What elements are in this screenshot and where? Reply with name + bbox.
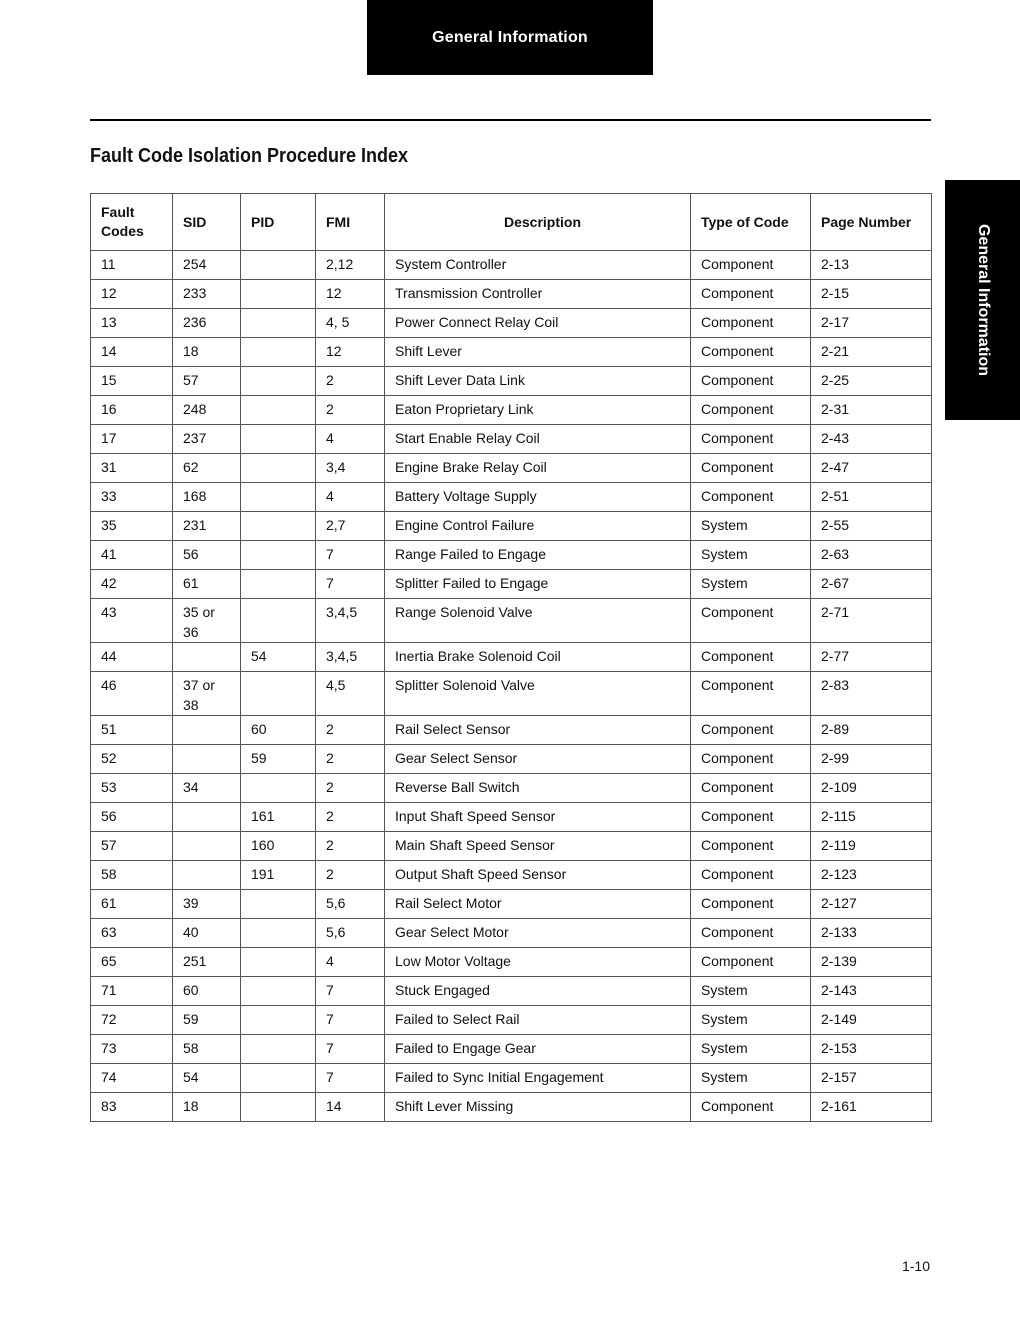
cell-page-number: 2-149: [811, 1006, 932, 1035]
cell-page-number: 2-157: [811, 1064, 932, 1093]
cell-fmi: 12: [316, 338, 385, 367]
cell-fmi: 2: [316, 367, 385, 396]
cell-type-of-code: Component: [691, 309, 811, 338]
cell-page-number: 2-115: [811, 803, 932, 832]
cell-type-of-code: Component: [691, 396, 811, 425]
cell-type-of-code: Component: [691, 454, 811, 483]
cell-type-of-code: Component: [691, 1093, 811, 1122]
cell-fmi: 4: [316, 948, 385, 977]
cell-fault-code: 72: [91, 1006, 173, 1035]
table-row: [91, 367, 932, 396]
cell-fmi: 5,6: [316, 919, 385, 948]
cell-description: Engine Brake Relay Coil: [385, 454, 691, 483]
cell-sid: 57: [173, 367, 241, 396]
fault-code-table: [90, 193, 932, 1122]
cell-fault-code: 43: [91, 599, 173, 643]
cell-sid: 61: [173, 570, 241, 599]
cell-fault-code: 65: [91, 948, 173, 977]
cell-pid: 160: [241, 832, 316, 861]
cell-fmi: 3,4: [316, 454, 385, 483]
cell-sid: [173, 716, 241, 745]
cell-type-of-code: System: [691, 570, 811, 599]
cell-page-number: 2-77: [811, 643, 932, 672]
cell-description: Stuck Engaged: [385, 977, 691, 1006]
cell-pid: [241, 919, 316, 948]
cell-fmi: 7: [316, 1006, 385, 1035]
cell-sid: 35 or 36: [173, 599, 241, 643]
cell-fmi: 14: [316, 1093, 385, 1122]
header-pid: PID: [241, 194, 316, 251]
cell-sid: 62: [173, 454, 241, 483]
cell-sid: [173, 643, 241, 672]
cell-sid: 40: [173, 919, 241, 948]
cell-description: Splitter Failed to Engage: [385, 570, 691, 599]
cell-type-of-code: Component: [691, 643, 811, 672]
cell-sid: 58: [173, 1035, 241, 1064]
cell-sid: 236: [173, 309, 241, 338]
cell-fault-code: 31: [91, 454, 173, 483]
cell-description: Gear Select Motor: [385, 919, 691, 948]
cell-fmi: 2: [316, 861, 385, 890]
cell-type-of-code: Component: [691, 745, 811, 774]
cell-pid: [241, 454, 316, 483]
cell-type-of-code: Component: [691, 890, 811, 919]
cell-pid: [241, 890, 316, 919]
table-row: [91, 454, 932, 483]
cell-fault-code: 44: [91, 643, 173, 672]
cell-description: Power Connect Relay Coil: [385, 309, 691, 338]
cell-sid: 248: [173, 396, 241, 425]
cell-page-number: 2-119: [811, 832, 932, 861]
table-row: [91, 803, 932, 832]
table-row: [91, 1035, 932, 1064]
cell-fault-code: 61: [91, 890, 173, 919]
header-type-of-code: Type of Code: [691, 194, 811, 251]
cell-page-number: 2-109: [811, 774, 932, 803]
cell-fault-code: 52: [91, 745, 173, 774]
cell-fault-code: 33: [91, 483, 173, 512]
cell-type-of-code: Component: [691, 251, 811, 280]
cell-description: Battery Voltage Supply: [385, 483, 691, 512]
cell-fault-code: 12: [91, 280, 173, 309]
cell-page-number: 2-55: [811, 512, 932, 541]
cell-description: Main Shaft Speed Sensor: [385, 832, 691, 861]
cell-page-number: 2-123: [811, 861, 932, 890]
cell-fault-code: 57: [91, 832, 173, 861]
cell-description: Splitter Solenoid Valve: [385, 672, 691, 716]
cell-page-number: 2-127: [811, 890, 932, 919]
cell-type-of-code: Component: [691, 425, 811, 454]
table-row: [91, 570, 932, 599]
cell-description: Failed to Select Rail: [385, 1006, 691, 1035]
cell-pid: [241, 512, 316, 541]
table-row: [91, 1064, 932, 1093]
cell-type-of-code: System: [691, 977, 811, 1006]
cell-fault-code: 35: [91, 512, 173, 541]
cell-pid: 161: [241, 803, 316, 832]
cell-type-of-code: Component: [691, 280, 811, 309]
cell-fmi: 7: [316, 570, 385, 599]
header-fault-codes: Fault Codes: [91, 194, 173, 251]
cell-fault-code: 42: [91, 570, 173, 599]
header-sid: SID: [173, 194, 241, 251]
cell-page-number: 2-99: [811, 745, 932, 774]
cell-fmi: 4: [316, 425, 385, 454]
header-fmi: FMI: [316, 194, 385, 251]
table-row: [91, 309, 932, 338]
cell-page-number: 2-161: [811, 1093, 932, 1122]
cell-page-number: 2-143: [811, 977, 932, 1006]
cell-page-number: 2-31: [811, 396, 932, 425]
header-tab: [367, 0, 653, 75]
table-body: [91, 251, 932, 1122]
table-row: [91, 251, 932, 280]
cell-page-number: 2-51: [811, 483, 932, 512]
cell-page-number: 2-153: [811, 1035, 932, 1064]
cell-fmi: 7: [316, 1035, 385, 1064]
cell-type-of-code: System: [691, 541, 811, 570]
cell-description: Engine Control Failure: [385, 512, 691, 541]
header-description: Description: [385, 194, 691, 251]
cell-sid: [173, 861, 241, 890]
cell-description: Failed to Engage Gear: [385, 1035, 691, 1064]
cell-fmi: 2,12: [316, 251, 385, 280]
cell-fault-code: 58: [91, 861, 173, 890]
cell-type-of-code: Component: [691, 483, 811, 512]
cell-pid: [241, 672, 316, 716]
cell-sid: 59: [173, 1006, 241, 1035]
table-header-row: [91, 194, 932, 251]
cell-fault-code: 73: [91, 1035, 173, 1064]
table-row: [91, 832, 932, 861]
table-row: [91, 745, 932, 774]
table-row: [91, 919, 932, 948]
cell-pid: 59: [241, 745, 316, 774]
cell-type-of-code: Component: [691, 599, 811, 643]
cell-sid: 34: [173, 774, 241, 803]
page-title: Fault Code Isolation Procedure Index: [90, 145, 409, 167]
cell-fmi: 3,4,5: [316, 643, 385, 672]
cell-page-number: 2-71: [811, 599, 932, 643]
cell-page-number: 2-89: [811, 716, 932, 745]
cell-fmi: 2: [316, 803, 385, 832]
cell-fault-code: 41: [91, 541, 173, 570]
table-row: [91, 425, 932, 454]
cell-type-of-code: Component: [691, 338, 811, 367]
cell-type-of-code: Component: [691, 716, 811, 745]
cell-description: Eaton Proprietary Link: [385, 396, 691, 425]
cell-sid: [173, 803, 241, 832]
table-row: [91, 716, 932, 745]
side-tab-label: General Information: [974, 223, 992, 377]
table-row: [91, 483, 932, 512]
cell-fault-code: 63: [91, 919, 173, 948]
cell-fmi: 5,6: [316, 890, 385, 919]
cell-description: Shift Lever: [385, 338, 691, 367]
table-row: [91, 977, 932, 1006]
cell-fault-code: 11: [91, 251, 173, 280]
cell-type-of-code: System: [691, 1035, 811, 1064]
cell-description: Range Solenoid Valve: [385, 599, 691, 643]
cell-sid: 231: [173, 512, 241, 541]
cell-fmi: 7: [316, 541, 385, 570]
cell-fault-code: 14: [91, 338, 173, 367]
cell-pid: [241, 425, 316, 454]
cell-pid: [241, 251, 316, 280]
cell-fmi: 2: [316, 832, 385, 861]
cell-fmi: 4, 5: [316, 309, 385, 338]
cell-page-number: 2-47: [811, 454, 932, 483]
cell-description: Input Shaft Speed Sensor: [385, 803, 691, 832]
cell-sid: 168: [173, 483, 241, 512]
cell-fmi: 4,5: [316, 672, 385, 716]
cell-description: Reverse Ball Switch: [385, 774, 691, 803]
header-page-number: Page Number: [811, 194, 932, 251]
cell-pid: [241, 977, 316, 1006]
cell-type-of-code: Component: [691, 672, 811, 716]
cell-fault-code: 71: [91, 977, 173, 1006]
cell-pid: 54: [241, 643, 316, 672]
cell-type-of-code: System: [691, 1006, 811, 1035]
cell-fault-code: 53: [91, 774, 173, 803]
cell-fmi: 2: [316, 774, 385, 803]
cell-fault-code: 16: [91, 396, 173, 425]
cell-pid: [241, 774, 316, 803]
cell-fault-code: 74: [91, 1064, 173, 1093]
cell-type-of-code: Component: [691, 861, 811, 890]
cell-description: Rail Select Sensor: [385, 716, 691, 745]
cell-pid: [241, 570, 316, 599]
cell-type-of-code: Component: [691, 774, 811, 803]
table-row: [91, 890, 932, 919]
cell-page-number: 2-63: [811, 541, 932, 570]
cell-type-of-code: Component: [691, 367, 811, 396]
cell-page-number: 2-139: [811, 948, 932, 977]
cell-pid: 191: [241, 861, 316, 890]
header-tab-label: General Information: [432, 28, 588, 46]
cell-description: Shift Lever Missing: [385, 1093, 691, 1122]
cell-sid: 37 or 38: [173, 672, 241, 716]
cell-page-number: 2-13: [811, 251, 932, 280]
cell-page-number: 2-133: [811, 919, 932, 948]
cell-sid: 56: [173, 541, 241, 570]
cell-description: Start Enable Relay Coil: [385, 425, 691, 454]
table-row: [91, 396, 932, 425]
cell-pid: [241, 338, 316, 367]
cell-description: System Controller: [385, 251, 691, 280]
cell-sid: 254: [173, 251, 241, 280]
table-row: [91, 541, 932, 570]
cell-sid: 60: [173, 977, 241, 1006]
cell-sid: 233: [173, 280, 241, 309]
cell-pid: [241, 309, 316, 338]
cell-pid: [241, 1035, 316, 1064]
cell-description: Rail Select Motor: [385, 890, 691, 919]
cell-sid: 18: [173, 1093, 241, 1122]
cell-sid: 237: [173, 425, 241, 454]
cell-sid: 39: [173, 890, 241, 919]
cell-pid: [241, 1093, 316, 1122]
cell-pid: [241, 541, 316, 570]
cell-fmi: 12: [316, 280, 385, 309]
cell-fmi: 7: [316, 977, 385, 1006]
table-row: [91, 1006, 932, 1035]
cell-pid: [241, 280, 316, 309]
cell-page-number: 2-25: [811, 367, 932, 396]
cell-fault-code: 46: [91, 672, 173, 716]
cell-pid: [241, 1006, 316, 1035]
cell-sid: [173, 832, 241, 861]
cell-page-number: 2-17: [811, 309, 932, 338]
cell-description: Inertia Brake Solenoid Coil: [385, 643, 691, 672]
cell-type-of-code: System: [691, 512, 811, 541]
cell-fmi: 7: [316, 1064, 385, 1093]
cell-pid: [241, 948, 316, 977]
cell-fault-code: 56: [91, 803, 173, 832]
side-tab: [945, 180, 1020, 420]
cell-pid: [241, 599, 316, 643]
cell-fmi: 2: [316, 745, 385, 774]
cell-description: Transmission Controller: [385, 280, 691, 309]
table-row: [91, 774, 932, 803]
cell-sid: [173, 745, 241, 774]
cell-page-number: 2-43: [811, 425, 932, 454]
cell-type-of-code: Component: [691, 803, 811, 832]
cell-sid: 251: [173, 948, 241, 977]
page-number: 1-10: [901, 1258, 930, 1274]
cell-fmi: 2: [316, 396, 385, 425]
cell-type-of-code: System: [691, 1064, 811, 1093]
cell-fault-code: 17: [91, 425, 173, 454]
table-row: [91, 643, 932, 672]
cell-pid: [241, 1064, 316, 1093]
cell-fault-code: 15: [91, 367, 173, 396]
cell-fmi: 2: [316, 716, 385, 745]
cell-description: Low Motor Voltage: [385, 948, 691, 977]
cell-type-of-code: Component: [691, 919, 811, 948]
cell-sid: 54: [173, 1064, 241, 1093]
table-row: [91, 672, 932, 716]
table-row: [91, 1093, 932, 1122]
cell-page-number: 2-21: [811, 338, 932, 367]
cell-description: Failed to Sync Initial Engagement: [385, 1064, 691, 1093]
cell-page-number: 2-83: [811, 672, 932, 716]
table-row: [91, 948, 932, 977]
table-row: [91, 280, 932, 309]
cell-fault-code: 51: [91, 716, 173, 745]
header-rule: [90, 119, 931, 121]
cell-pid: [241, 396, 316, 425]
cell-fault-code: 83: [91, 1093, 173, 1122]
cell-pid: [241, 367, 316, 396]
cell-type-of-code: Component: [691, 832, 811, 861]
cell-pid: [241, 483, 316, 512]
cell-description: Output Shaft Speed Sensor: [385, 861, 691, 890]
cell-description: Shift Lever Data Link: [385, 367, 691, 396]
cell-page-number: 2-67: [811, 570, 932, 599]
cell-pid: 60: [241, 716, 316, 745]
cell-fault-code: 13: [91, 309, 173, 338]
cell-description: Range Failed to Engage: [385, 541, 691, 570]
cell-type-of-code: Component: [691, 948, 811, 977]
table-row: [91, 338, 932, 367]
table-row: [91, 512, 932, 541]
cell-page-number: 2-15: [811, 280, 932, 309]
cell-fmi: 2,7: [316, 512, 385, 541]
cell-fmi: 3,4,5: [316, 599, 385, 643]
table-row: [91, 599, 932, 643]
cell-description: Gear Select Sensor: [385, 745, 691, 774]
cell-sid: 18: [173, 338, 241, 367]
cell-fmi: 4: [316, 483, 385, 512]
table-row: [91, 861, 932, 890]
